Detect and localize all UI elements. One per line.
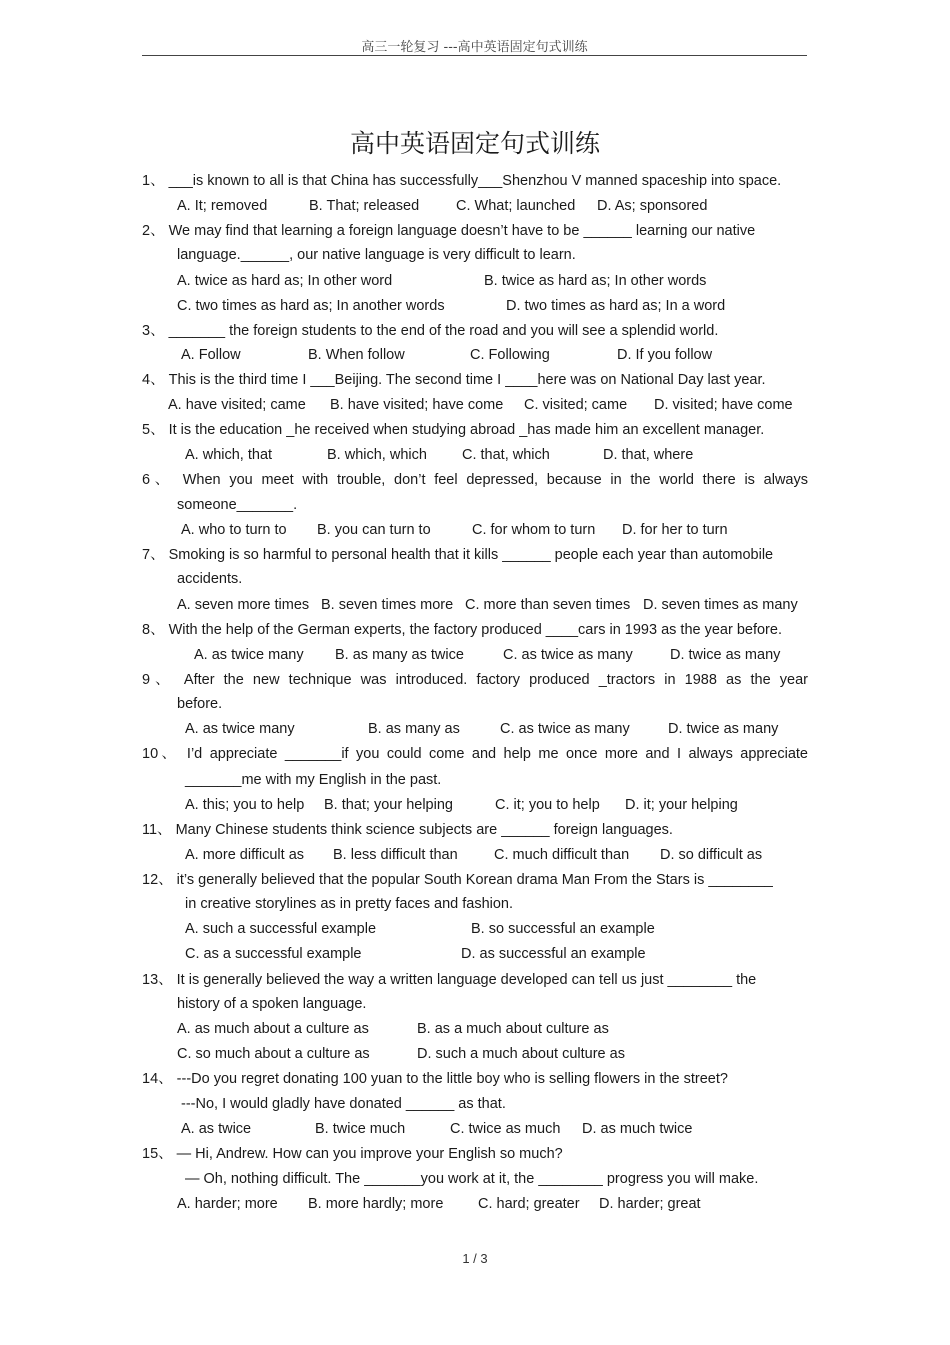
question-5-option-b: B. which, which — [327, 447, 427, 463]
question-9-text: 9、 After the new technique was introduced. factory produced _tractors in 1988 as the year — [142, 672, 808, 688]
question-6-option-a: A. who to turn to — [181, 522, 287, 538]
question-13-text-cont: history of a spoken language. — [177, 996, 367, 1012]
question-7-option-c: C. more than seven times — [465, 597, 631, 613]
question-3-option-c: C. Following — [470, 347, 550, 363]
question-11-option-d: D. so difficult as — [660, 847, 763, 863]
question-8-option-b: B. as many as twice — [335, 647, 464, 663]
question-12-option-c: C. as a successful example — [185, 946, 362, 962]
question-14-text: 14、 ---Do you regret donating 100 yuan to the little boy who is selling flowers in the street? — [142, 1071, 728, 1087]
question-1-option-b: B. That; released — [309, 198, 420, 214]
question-11-option-a: A. more difficult as — [185, 847, 305, 863]
question-1-option-c: C. What; launched — [456, 198, 576, 214]
question-11-option-b: B. less difficult than — [333, 847, 458, 863]
question-2-option-a: A. twice as hard as; In other word — [177, 273, 393, 289]
question-9-option-c: C. as twice as many — [500, 721, 630, 737]
question-14-text-cont: ---No, I would gladly have donated ______ as that. — [181, 1096, 506, 1112]
question-13-text: 13、 It is generally believed the way a written language developed can tell us just ________ the — [142, 972, 757, 988]
question-6-text-cont: someone_______. — [177, 497, 298, 513]
question-6-option-c: C. for whom to turn — [472, 522, 596, 538]
question-15-text-cont: — Oh, nothing difficult. The _______you work at it, the ________ progress you will make. — [185, 1171, 759, 1187]
question-8-option-d: D. twice as many — [670, 647, 781, 663]
question-3-option-d: D. If you follow — [617, 347, 713, 363]
question-15-option-a: A. harder; more — [177, 1196, 278, 1212]
question-10-option-b: B. that; your helping — [324, 797, 453, 813]
question-5-option-c: C. that, which — [462, 447, 550, 463]
question-13-option-d: D. such a much about culture as — [417, 1046, 625, 1062]
question-2-option-c: C. two times as hard as; In another words — [177, 298, 445, 314]
question-10-option-d: D. it; your helping — [625, 797, 738, 813]
question-4-option-d: D. visited; have come — [654, 397, 793, 413]
question-8-text: 8、 With the help of the German experts, the factory produced ____cars in 1993 as the year before. — [142, 622, 782, 638]
question-1-option-a: A. It; removed — [177, 198, 268, 214]
question-11-option-c: C. much difficult than — [494, 847, 630, 863]
question-6-option-b: B. you can turn to — [317, 522, 431, 538]
question-9-text-cont: before. — [177, 696, 223, 712]
question-12-option-a: A. such a successful example — [185, 921, 377, 937]
question-15-option-d: D. harder; great — [599, 1196, 701, 1212]
question-3-option-a: A. Follow — [181, 347, 241, 363]
question-10-option-a: A. this; you to help — [185, 797, 305, 813]
question-6-option-d: D. for her to turn — [622, 522, 728, 538]
question-1-text: 1、 ___is known to all is that China has successfully___Shenzhou V manned spaceship into space. — [142, 173, 782, 189]
question-13-option-c: C. so much about a culture as — [177, 1046, 370, 1062]
page-number: 1 / 3 — [462, 1251, 488, 1266]
question-4-option-a: A. have visited; came — [168, 397, 306, 413]
question-14-option-b: B. twice much — [315, 1121, 406, 1137]
question-5-option-a: A. which, that — [185, 447, 273, 463]
question-4-option-c: C. visited; came — [524, 397, 628, 413]
question-11-text: 11、 Many Chinese students think science subjects are ______ foreign languages. — [142, 822, 673, 838]
question-2-option-b: B. twice as hard as; In other words — [484, 273, 707, 289]
question-5-text: 5、 It is the education _he received when studying abroad _has made him an excellent manager. — [142, 422, 765, 438]
question-12-option-b: B. so successful an example — [471, 921, 655, 937]
page-title: 高中英语固定句式训练 — [349, 129, 600, 158]
question-15-text: 15、 — Hi, Andrew. How can you improve your English so much? — [142, 1146, 563, 1162]
question-2-text-cont: language.______, our native language is very difficult to learn. — [177, 247, 576, 263]
question-7-option-d: D. seven times as many — [643, 597, 798, 613]
question-12-option-d: D. as successful an example — [461, 946, 646, 962]
question-1-option-d: D. As; sponsored — [597, 198, 708, 214]
header-divider — [142, 55, 807, 56]
question-9-option-a: A. as twice many — [185, 721, 295, 737]
question-6-text: 6、 When you meet with trouble, don’t feel depressed, because in the world there is always — [142, 472, 808, 488]
question-13-option-a: A. as much about a culture as — [177, 1021, 369, 1037]
question-9-option-d: D. twice as many — [668, 721, 779, 737]
question-15-option-c: C. hard; greater — [478, 1196, 580, 1212]
question-7-text: 7、 Smoking is so harmful to personal health that it kills ______ people each year than automobile — [142, 547, 774, 563]
question-10-text-cont: _______me with my English in the past. — [185, 772, 442, 788]
question-12-text: 12、 it’s generally believed that the popular South Korean drama Man From the Stars is ________ — [142, 872, 773, 888]
question-3-text: 3、 _______ the foreign students to the end of the road and you will see a splendid world. — [142, 323, 719, 339]
question-7-option-a: A. seven more times — [177, 597, 310, 613]
question-14-option-a: A. as twice — [181, 1121, 252, 1137]
question-14-option-c: C. twice as much — [450, 1121, 561, 1137]
question-8-option-a: A. as twice many — [194, 647, 304, 663]
question-12-text-cont: in creative storylines as in pretty faces and fashion. — [185, 896, 514, 912]
question-7-text-cont: accidents. — [177, 571, 243, 587]
question-10-option-c: C. it; you to help — [495, 797, 600, 813]
question-15-option-b: B. more hardly; more — [308, 1196, 444, 1212]
question-3-option-b: B. When follow — [308, 347, 405, 363]
question-2-text: 2、 We may find that learning a foreign language doesn’t have to be ______ learning our native — [142, 223, 756, 239]
page-header: 高三一轮复习 ---高中英语固定句式训练 — [361, 40, 588, 55]
question-14-option-d: D. as much twice — [582, 1121, 693, 1137]
question-4-text: 4、 This is the third time I ___Beijing. The second time I ____here was on National Day last year. — [142, 372, 766, 388]
question-10-text: 10、 I’d appreciate _______if you could come and help me once more and I always appreciate — [142, 746, 808, 762]
question-7-option-b: B. seven times more — [321, 597, 454, 613]
question-4-option-b: B. have visited; have come — [330, 397, 504, 413]
question-2-option-d: D. two times as hard as; In a word — [506, 298, 726, 314]
question-13-option-b: B. as a much about culture as — [417, 1021, 609, 1037]
question-9-option-b: B. as many as — [368, 721, 460, 737]
question-8-option-c: C. as twice as many — [503, 647, 633, 663]
question-5-option-d: D. that, where — [603, 447, 694, 463]
